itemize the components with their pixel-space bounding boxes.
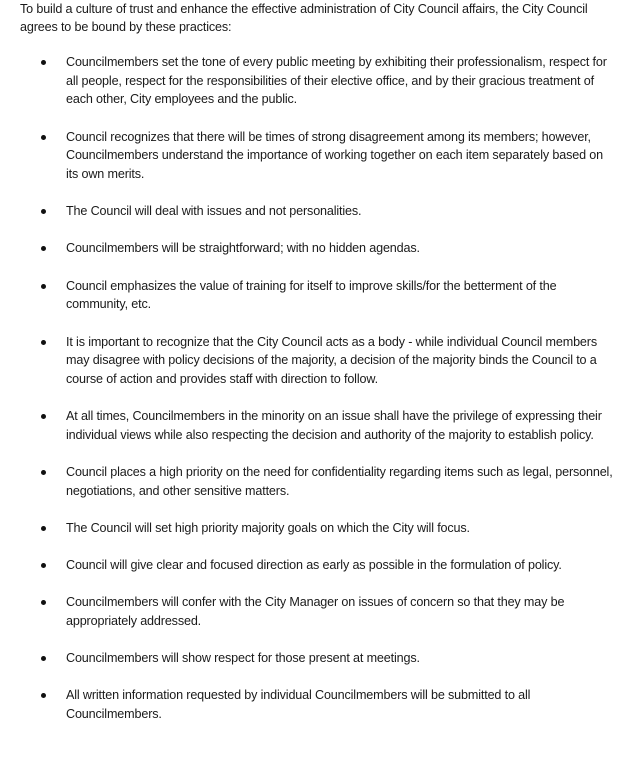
list-item-text: At all times, Councilmembers in the minority on an issue shall have the privilege of expressing their individual views while also respecting the decision and authority of the majority to establish policy. <box>66 409 602 442</box>
list-item <box>20 128 613 184</box>
list-item-text: It is important to recognize that the City Council acts as a body - while individual Council members may disagree with policy decisions of the majority, a decision of the majority binds the Council to a course of action and provides staff with direction to follow. <box>66 334 597 386</box>
bullet-icon <box>41 284 46 289</box>
list-item <box>20 407 613 444</box>
list-item-text: Council will give clear and focused direction as early as possible in the formulation of policy. <box>66 558 562 573</box>
list-item-text: The Council will deal with issues and not personalities. <box>66 204 362 219</box>
list-item <box>20 593 613 630</box>
bullet-icon <box>41 470 46 475</box>
list-item <box>20 463 613 500</box>
list-item-text: Councilmembers set the tone of every public meeting by exhibiting their professionalism, respect for all people, respect for the responsibilities of their elective office, and by their gracious treatment of each other, City employees and the public. <box>66 55 607 107</box>
bullet-icon <box>41 600 46 605</box>
list-item <box>20 239 613 258</box>
intro-paragraph: To build a culture of trust and enhance the effective administration of City Council affairs, the City Council agrees to be bound by these practices: <box>20 2 588 34</box>
bullet-icon <box>41 135 46 140</box>
list-item-text: All written information requested by individual Councilmembers will be submitted to all Councilmembers. <box>66 688 531 722</box>
list-item <box>20 277 613 314</box>
list-item-text: Councilmembers will confer with the City Manager on issues of concern so that they may be appropriately addressed. <box>66 595 565 629</box>
list-item <box>20 556 613 575</box>
bullet-icon <box>41 526 46 531</box>
bullet-icon <box>41 246 46 251</box>
bullet-icon <box>41 693 46 698</box>
list-item-text: Council recognizes that there will be times of strong disagreement among its members; however, Councilmembers understand the importance of working together on each item separately based on its own merits. <box>66 129 603 182</box>
list-item <box>20 333 613 389</box>
list-item <box>20 686 613 723</box>
bullet-icon <box>41 656 46 661</box>
list-item-text: Councilmembers will show respect for those present at meetings. <box>66 651 420 666</box>
bullet-icon <box>41 563 46 568</box>
list-item <box>20 53 613 109</box>
practices-list <box>20 53 613 724</box>
bullet-icon <box>41 209 46 214</box>
list-item-text: The Council will set high priority majority goals on which the City will focus. <box>66 520 470 535</box>
list-item-text: Councilmembers will be straightforward; with no hidden agendas. <box>66 241 420 256</box>
bullet-icon <box>41 60 46 65</box>
bullet-icon <box>41 340 46 345</box>
list-item <box>20 519 613 538</box>
list-item <box>20 649 613 668</box>
list-item <box>20 202 613 221</box>
list-item-text: Council emphasizes the value of training for itself to improve skills/for the betterment of the community, etc. <box>66 278 557 312</box>
bullet-icon <box>41 414 46 419</box>
list-item-text: Council places a high priority on the need for confidentiality regarding items such as legal, personnel, negotiations, and other sensitive matters. <box>66 465 613 498</box>
